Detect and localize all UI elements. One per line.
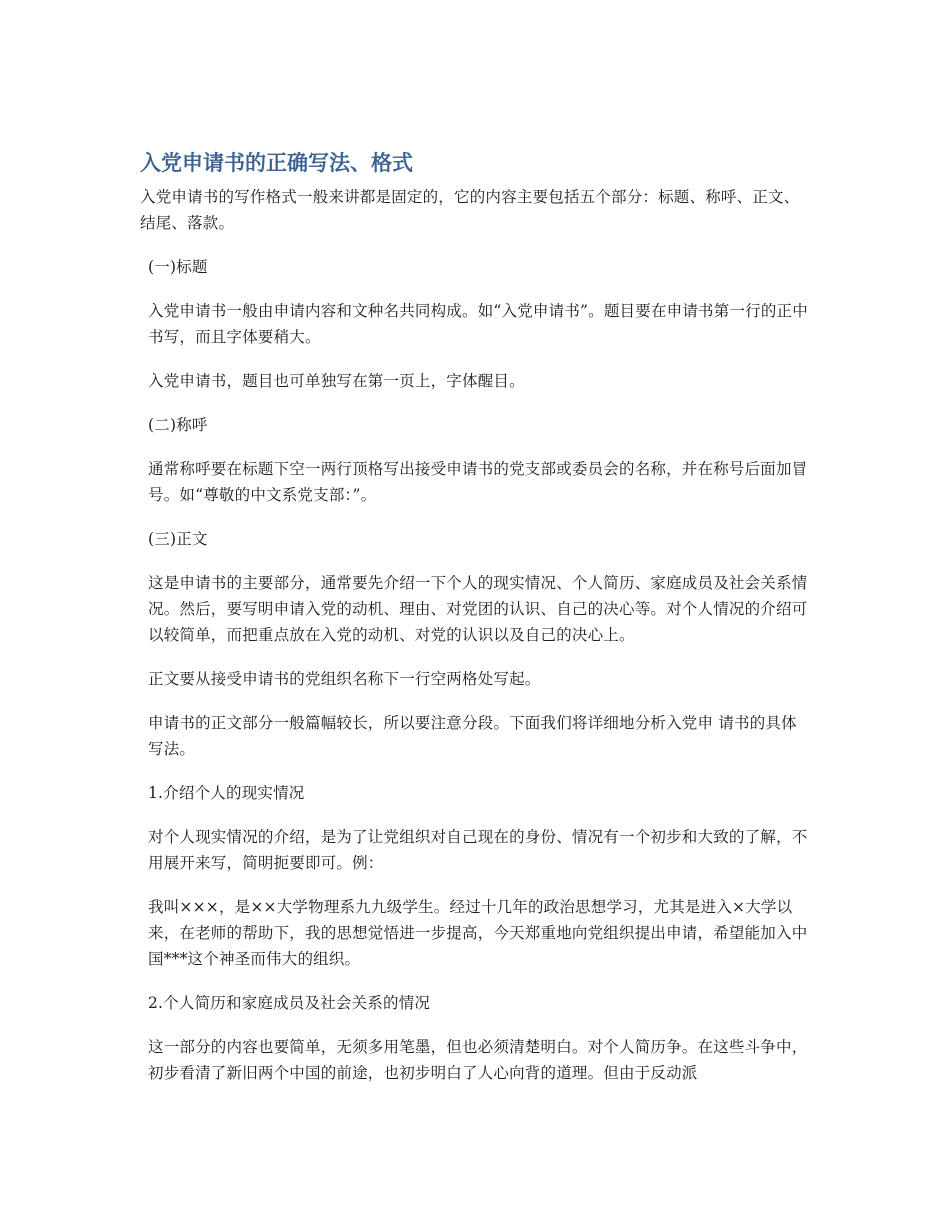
document-body — [140, 184, 810, 1086]
paragraph: (三)正文 — [148, 530, 208, 548]
paragraph: 入党申请书，题目也可单独写在第一页上，字体醒目。 — [148, 372, 525, 390]
paragraph: 申请书的正文部分一般篇幅较长，所以要注意分段。下面我们将详细地分析入党申 请书的具体写法。 — [148, 714, 797, 758]
paragraph: 这一部分的内容也要简单，无须多用笔墨，但也必须清楚明白。对个人简历争。在这些斗争中，初步看清了新旧两个中国的前途，也初步明白了人心向背的道理。但由于反动派 — [148, 1038, 808, 1082]
paragraph: 2.个人简历和家庭成员及社会关系的情况 — [148, 994, 431, 1012]
paragraph: 入党申请书一般由申请内容和文种名共同构成。如“入党申请书”。题目要在申请书第一行的正中书写，而且字体要稍大。 — [148, 302, 808, 346]
document-title: 入党申请书的正确写法、格式 — [140, 151, 413, 175]
paragraph: 入党申请书的写作格式一般来讲都是固定的，它的内容主要包括五个部分：标题、称呼、正文、结尾、落款。 — [140, 188, 800, 232]
paragraph: (一)标题 — [148, 258, 208, 276]
paragraph: 通常称呼要在标题下空一两行顶格写出接受申请书的党支部或委员会的名称，并在称号后面加冒号。如“尊敬的中文系党支部：”。 — [148, 460, 808, 504]
paragraph: (二)称呼 — [148, 416, 208, 434]
paragraph: 我叫×××，是××大学物理系九九级学生。经过十几年的政治思想学习，尤其是进入×大学以来，在老师的帮助下，我的思想觉悟进一步提高，今天郑重地向党组织提出申请，希望能加入中国***这个神圣而伟大的组织。 — [148, 898, 808, 968]
paragraph: 1.介绍个人的现实情况 — [148, 784, 305, 802]
paragraph: 对个人现实情况的介绍，是为了让党组织对自己现在的身份、情况有一个初步和大致的了解，不用展开来写，简明扼要即可。例： — [148, 828, 808, 872]
paragraph: 正文要从接受申请书的党组织名称下一行空两格处写起。 — [148, 670, 541, 688]
document-page — [140, 148, 810, 1104]
paragraph: 这是申请书的主要部分，通常要先介绍一下个人的现实情况、个人简历、家庭成员及社会关系情况。然后，要写明申请入党的动机、理由、对党团的认识、自己的决心等。对个人情况的介绍可以较简单，而把重点放在入党的动机、对党的认识以及自己的决心上。 — [148, 574, 808, 644]
